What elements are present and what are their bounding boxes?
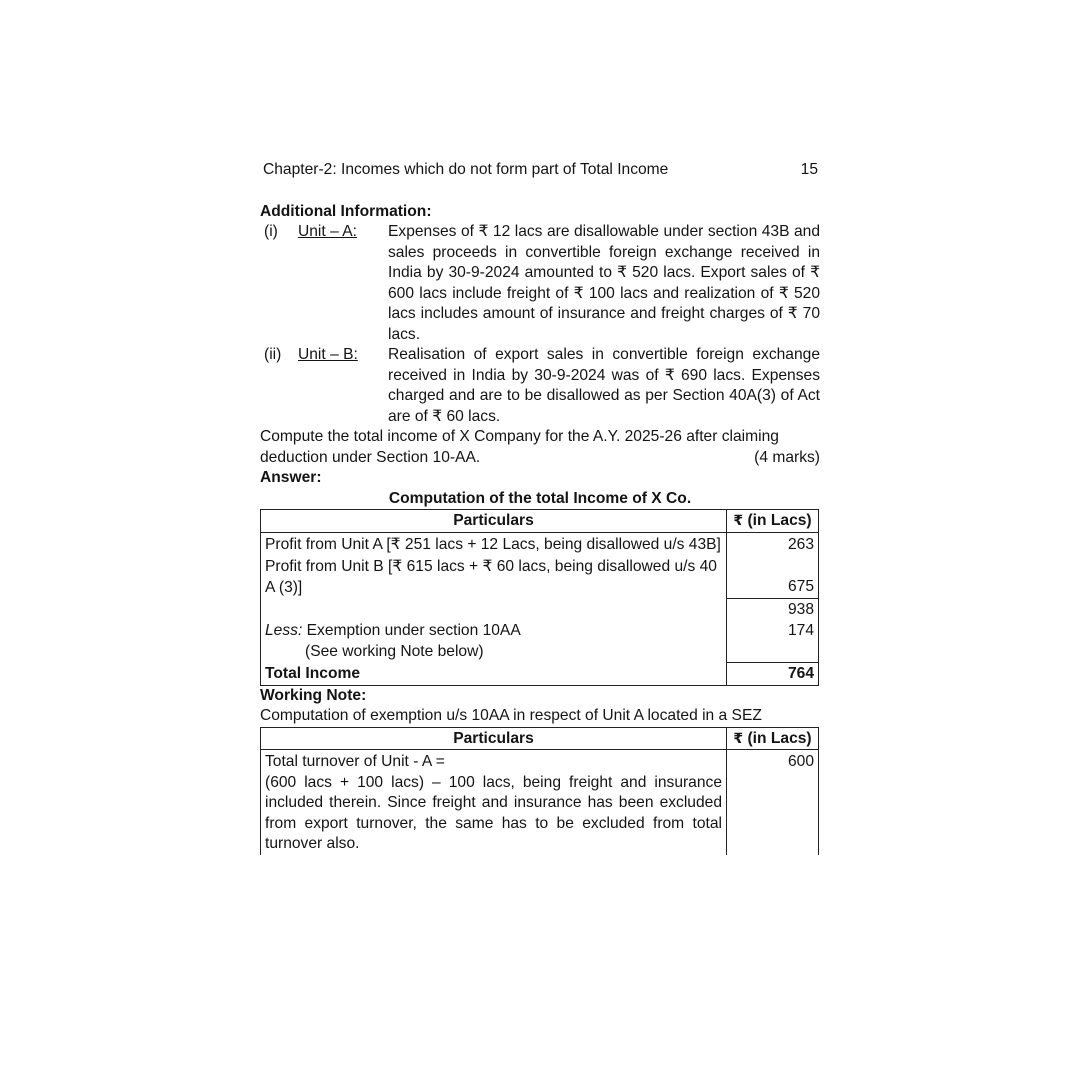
table-row: Profit from Unit B [₹ 615 lacs + ₹ 60 lacs, being disallowed u/s 40 A (3)] 675: [261, 555, 819, 598]
page-number: 15: [800, 161, 818, 178]
chapter-title: Chapter-2: Incomes which do not form part of Total Income: [263, 161, 669, 178]
less-exemption-row: Less: Exemption under section 10AA (See working Note below) 174: [261, 620, 819, 663]
question-text: Compute the total income of X Company for the A.Y. 2025-26 after claiming deduction under Section 10-AA. (4 marks): [260, 427, 820, 468]
info-item-number: (ii): [264, 346, 282, 363]
document-page: [260, 160, 820, 855]
particulars-header: Particulars: [261, 727, 727, 750]
particulars-header: Particulars: [261, 510, 727, 533]
subtotal-row: [261, 598, 819, 620]
working-note-intro: Computation of exemption u/s 10AA in respect of Unit A located in a SEZ: [260, 707, 762, 724]
table-row: Profit from Unit A [₹ 251 lacs + 12 Lacs, being disallowed u/s 43B] 263: [261, 532, 819, 555]
table-title: Computation of the total Income of X Co.: [388, 489, 692, 507]
additional-info-heading: Additional Information:: [260, 202, 432, 220]
answer-heading: Answer:: [260, 469, 322, 486]
working-note-table: [260, 727, 819, 855]
info-item-unit-a: [260, 222, 820, 345]
table-header-row: [261, 510, 819, 533]
unit-a-label: Unit – A:: [298, 223, 357, 240]
info-item-unit-b: [260, 345, 820, 427]
subtotal-amount: 938: [727, 598, 819, 620]
unit-b-text: Realisation of export sales in convertible foreign exchange received in India by 30-9-2024 was of ₹ 690 lacs. Expenses charged and are to be disallowed as per Section 40A(3) of Act are of ₹ 60 lacs.: [388, 346, 820, 425]
total-income-amount: 764: [727, 663, 819, 686]
unit-b-label: Unit – B:: [298, 346, 358, 363]
unit-a-text: Expenses of ₹ 12 lacs are disallowable under section 43B and sales proceeds in convertible foreign exchange received in India by 30-9-2024 amounted to ₹ 520 lacs. Export sales of ₹ 600 lacs include freight of ₹ 100 lacs and realization of ₹ 520 lacs includes amount of insurance and freight charges of ₹ 70 lacs.: [388, 223, 820, 343]
amount-header: ₹ (in Lacs): [727, 727, 819, 750]
table-header-row: [261, 727, 819, 750]
running-header: [260, 160, 820, 181]
marks-label: (4 marks): [754, 448, 820, 466]
total-income-row: Total Income 764: [261, 663, 819, 686]
info-item-number: (i): [264, 223, 278, 240]
total-income-table: [260, 509, 819, 686]
working-note-heading: Working Note:: [260, 686, 367, 704]
table-row: Total turnover of Unit - A = (600 lacs + 100 lacs) – 100 lacs, being freight and insurance included therein. Since freight and insurance has been excluded from export turnover, the same has to be excluded from total turnover also. 600: [261, 750, 819, 855]
amount-header: ₹ (in Lacs): [727, 510, 819, 533]
